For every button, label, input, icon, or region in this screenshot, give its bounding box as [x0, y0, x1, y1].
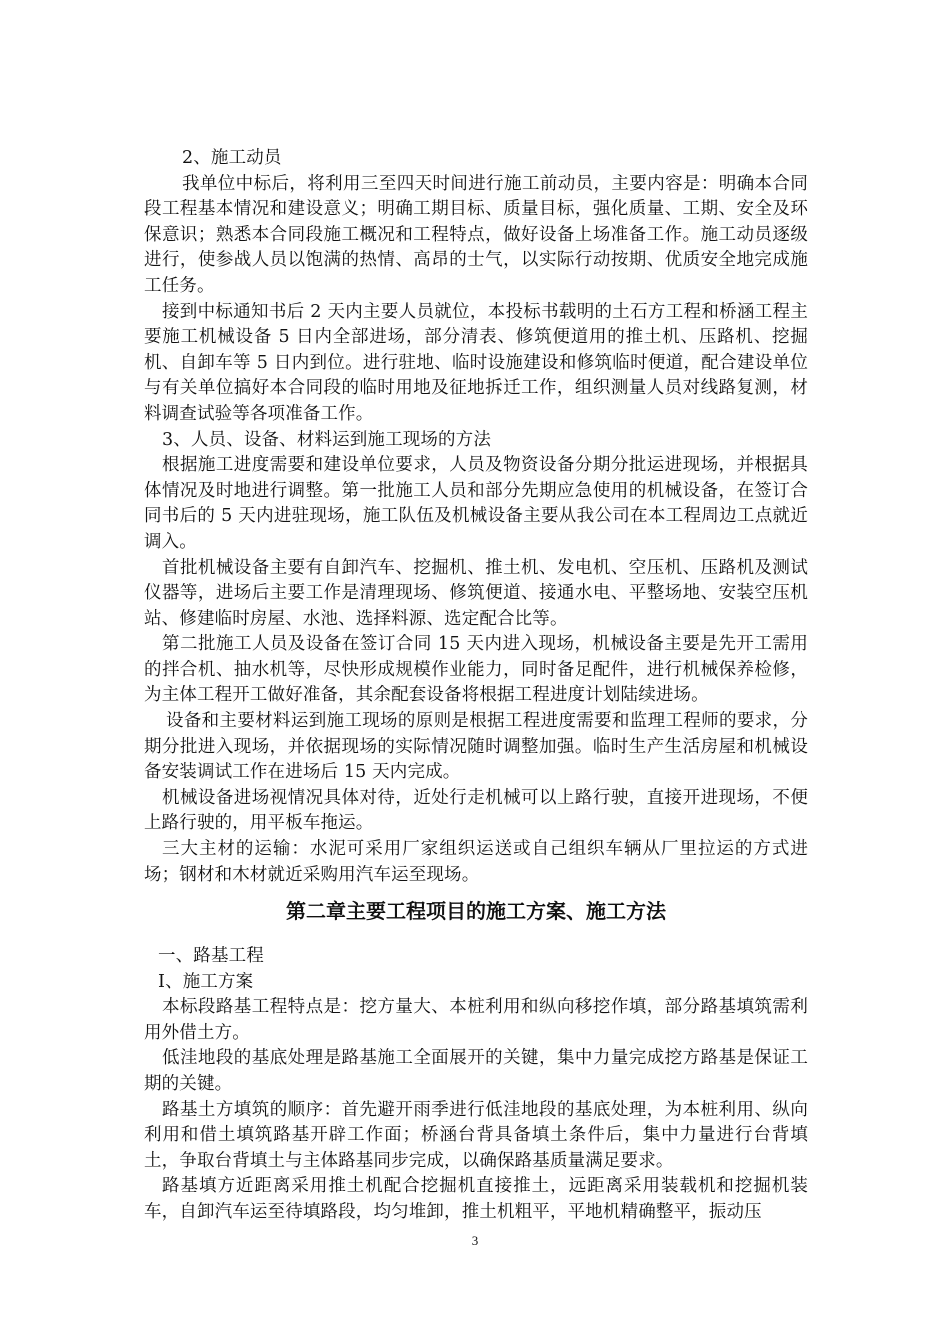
- paragraph: 接到中标通知书后 2 天内主要人员就位，本投标书载明的土石方工程和桥涵工程主要施工机械设备 5 日内全部进场，部分清表、修筑便道用的推土机、压路机、挖掘机、自卸车等 5 日内到位。进行驻地、临时设施建设和修筑临时便道，配合建设单位与有关单位搞好本合同段的临时用地及征地拆迁工作，组织测量人员对线路复测，材料调查试验等各项准备工作。: [144, 301, 808, 424]
- paragraph: 设备和主要材料运到施工现场的原则是根据工程进度需要和监理工程师的要求，分期分批进入现场，并依据现场的实际情况随时调整加强。临时生产生活房屋和机械设备安装调试工作在进场后 15 天内完成。: [144, 711, 808, 783]
- section-heading-subgrade: 一、路基工程: [158, 946, 264, 966]
- section-heading-transport: 3、人员、设备、材料运到施工现场的方法: [162, 429, 491, 450]
- paragraph: 本标段路基工程特点是：挖方量大、本桩利用和纵向移挖作填，部分路基填筑需利用外借土方。: [144, 997, 808, 1043]
- chapter-title: 第二章主要工程项目的施工方案、施工方法: [286, 899, 666, 923]
- body-section-2: [144, 944, 808, 1226]
- paragraph: 路基土方填筑的顺序：首先避开雨季进行低洼地段的基底处理，为本桩利用、纵向利用和借土填筑路基开辟工作面；桥涵台背具备填土条件后，集中力量进行台背填土，争取台背填土与主体路基同步完成，以确保路基质量满足要求。: [144, 1099, 808, 1171]
- paragraph: 首批机械设备主要有自卸汽车、挖掘机、推土机、发电机、空压机、压路机及测试仪器等，进场后主要工作是清理现场、修筑便道、接通水电、平整场地、安装空压机站、修建临时房屋、水池、选择料源、选定配合比等。: [144, 557, 808, 629]
- paragraph: 根据施工进度需要和建设单位要求，人员及物资设备分期分批运进现场，并根据具体情况及时地进行调整。第一批施工人员和部分先期应急使用的机械设备，在签订合同书后的 5 天内进驻现场，施工队伍及机械设备主要从我公司在本工程周边工点就近调入。: [144, 455, 808, 552]
- page-number: 3: [471, 1233, 479, 1248]
- paragraph: 机械设备进场视情况具体对待，近处行走机械可以上路行驶，直接开进现场，不便上路行驶的，用平板车拖运。: [144, 787, 808, 834]
- subsection-heading-plan: I、施工方案: [158, 971, 254, 992]
- body-section-1: [144, 146, 808, 888]
- section-heading-mobilization: 2、施工动员: [182, 148, 282, 168]
- paragraph: 低洼地段的基底处理是路基施工全面展开的关键，集中力量完成挖方路基是保证工期的关键。: [144, 1048, 808, 1094]
- paragraph: 第二批施工人员及设备在签订合同 15 天内进入现场，机械设备主要是先开工需用的拌合机、抽水机等，尽快形成规模作业能力，同时备足配件，进行机械保养检修，为主体工程开工做好准备，其余配套设备将根据工程进度计划陆续进场。: [144, 634, 808, 706]
- paragraph: 三大主材的运输：水泥可采用厂家组织运送或自己组织车辆从厂里拉运的方式进场；钢材和木材就近采购用汽车运至现场。: [144, 839, 808, 885]
- paragraph: 路基填方近距离采用推土机配合挖掘机直接推土，远距离采用装载机和挖掘机装车，自卸汽车运至待填路段，均匀堆卸，推土机粗平，平地机精确整平，振动压: [144, 1176, 808, 1222]
- paragraph: 我单位中标后，将利用三至四天时间进行施工前动员，主要内容是：明确本合同段工程基本情况和建设意义；明确工期目标、质量目标，强化质量、工期、安全及环保意识；熟悉本合同段施工概况和工程特点，做好设备上场准备工作。施工动员逐级进行，使参战人员以饱满的热情、高昂的士气，以实际行动按期、优质安全地完成施工任务。: [144, 173, 808, 296]
